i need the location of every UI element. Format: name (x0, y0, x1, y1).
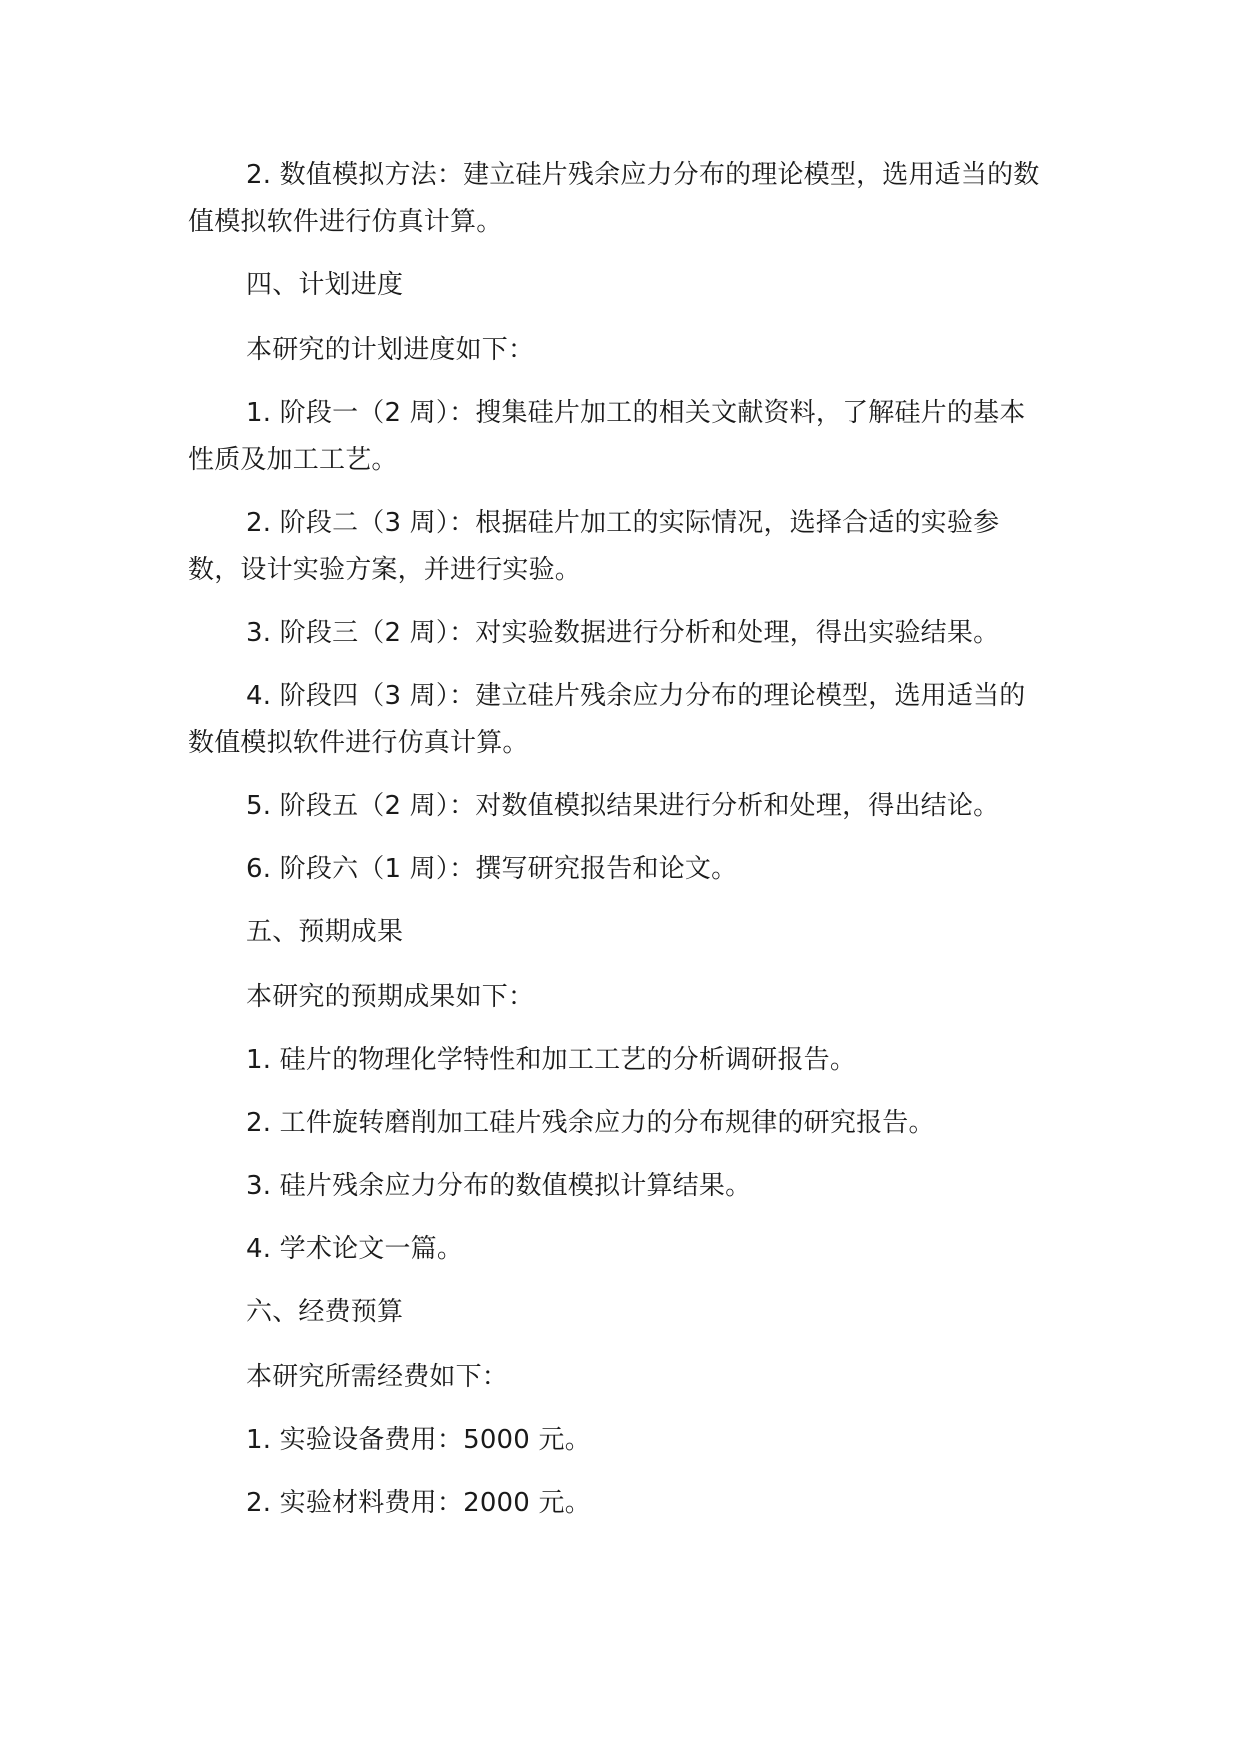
schedule-item-1: 1. 阶段一（2 周）：搜集硅片加工的相关文献资料，了解硅片的基本性质及加工工艺。 (188, 398, 1026, 475)
document-body (188, 152, 1048, 1543)
paragraph-budget-intro: 本研究所需经费如下： (246, 1362, 509, 1392)
paragraph-schedule-intro: 本研究的计划进度如下： (246, 335, 535, 365)
paragraph-method-numerical-simulation: 2. 数值模拟方法：建立硅片残余应力分布的理论模型，选用适当的数值模拟软件进行仿真计算。 (188, 160, 1040, 237)
result-item-4: 4. 学术论文一篇。 (246, 1234, 464, 1264)
result-item-3: 3. 硅片残余应力分布的数值模拟计算结果。 (246, 1171, 752, 1201)
paragraph-results-intro: 本研究的预期成果如下： (246, 982, 535, 1012)
budget-item-1: 1. 实验设备费用：5000 元。 (246, 1425, 591, 1455)
section-heading-expected-results: 五、预期成果 (246, 917, 404, 947)
section-heading-schedule: 四、计划进度 (246, 270, 404, 300)
result-item-1: 1. 硅片的物理化学特性和加工工艺的分析调研报告。 (246, 1045, 857, 1075)
result-item-2: 2. 工件旋转磨削加工硅片残余应力的分布规律的研究报告。 (246, 1108, 935, 1138)
budget-item-2: 2. 实验材料费用：2000 元。 (246, 1488, 591, 1518)
schedule-item-6: 6. 阶段六（1 周）：撰写研究报告和论文。 (246, 854, 738, 884)
schedule-item-3: 3. 阶段三（2 周）：对实验数据进行分析和处理，得出实验结果。 (246, 618, 1000, 648)
schedule-item-4: 4. 阶段四（3 周）：建立硅片残余应力分布的理论模型，选用适当的数值模拟软件进行仿真计算。 (188, 681, 1026, 758)
schedule-item-2: 2. 阶段二（3 周）：根据硅片加工的实际情况，选择合适的实验参数，设计实验方案，并进行实验。 (188, 508, 1000, 585)
schedule-item-5: 5. 阶段五（2 周）：对数值模拟结果进行分析和处理，得出结论。 (246, 791, 1000, 821)
section-heading-budget: 六、经费预算 (246, 1297, 404, 1327)
